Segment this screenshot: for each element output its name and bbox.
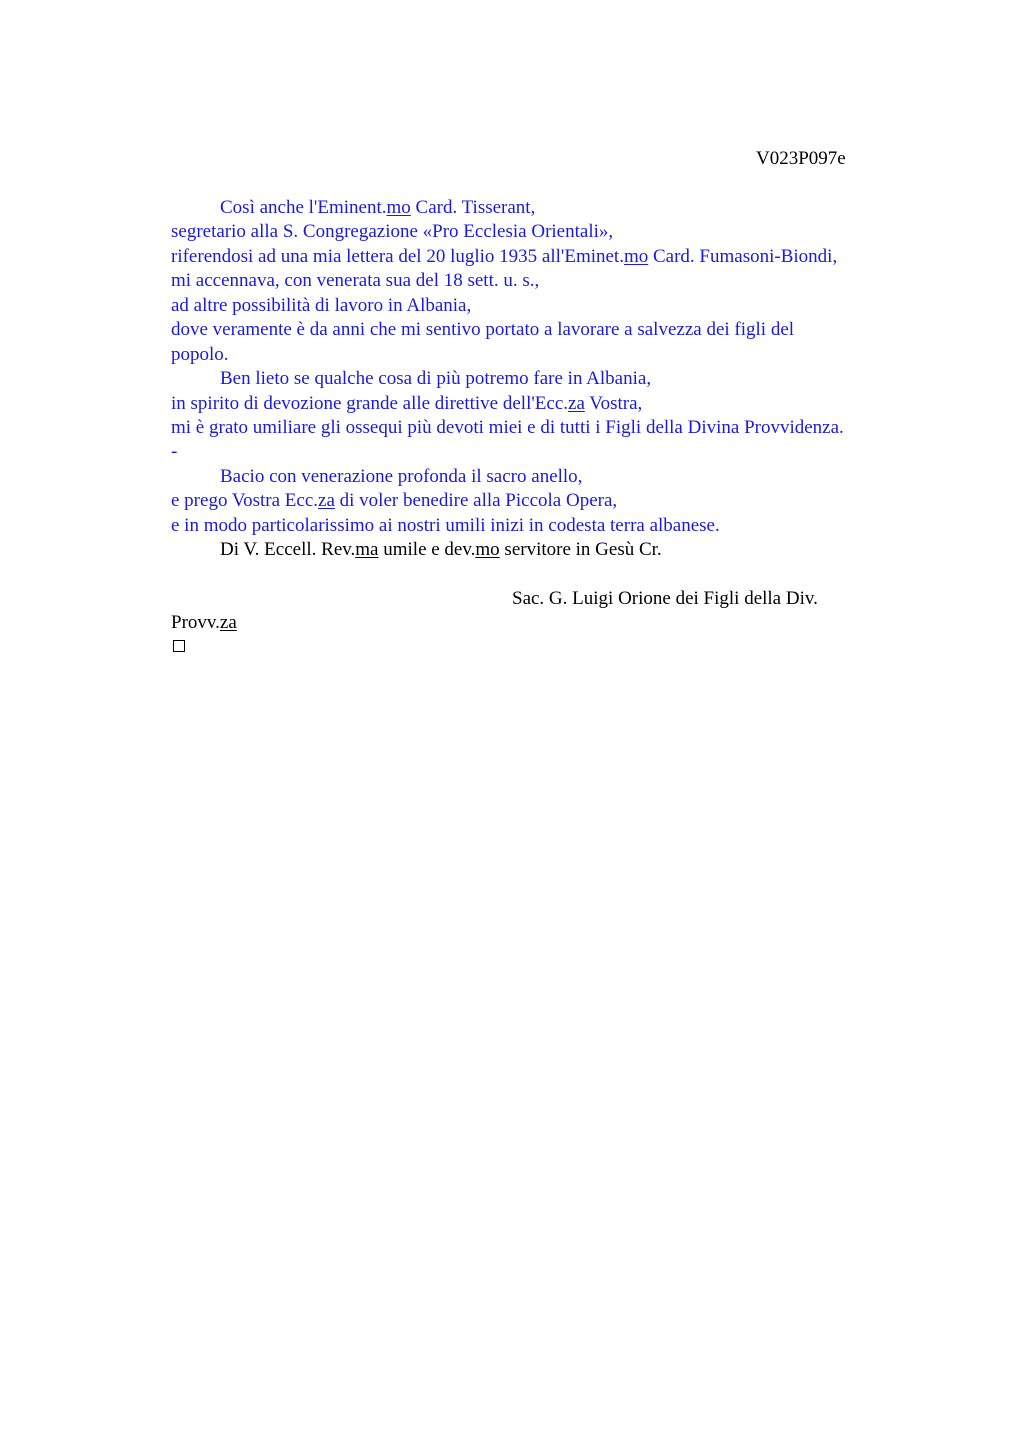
letter-line: segretario alla S. Congregazione «Pro Ecclesia Orientali», xyxy=(171,221,614,243)
letter-line: in spirito di devozione grande alle direttive dell'Ecc.za Vostra, xyxy=(171,392,643,414)
signature-continuation: Provv.za xyxy=(171,612,237,633)
letter-line: mi è grato umiliare gli ossequi più devoti miei e di tutti i Figli della Divina Provvidenza. xyxy=(171,416,844,438)
page-identifier: V023P097e xyxy=(756,148,846,169)
letter-line: ad altre possibilità di lavoro in Albania, xyxy=(171,294,472,316)
letter-line: popolo. xyxy=(171,343,229,365)
letter-line: Così anche l'Eminent.mo Card. Tisserant, xyxy=(220,197,536,218)
letter-line: Ben lieto se qualche cosa di più potremo fare in Albania, xyxy=(220,368,652,390)
closing-line: Di V. Eccell. Rev.ma umile e dev.mo servitore in Gesù Cr. xyxy=(220,539,662,561)
letter-line: e in modo particolarissimo ai nostri umili inizi in codesta terra albanese. xyxy=(171,514,720,536)
letter-line: dove veramente è da anni che mi sentivo portato a lavorare a salvezza dei figli del xyxy=(171,319,795,341)
letter-line: mi accennava, con venerata sua del 18 sett. u. s., xyxy=(171,270,540,292)
letter-line: Bacio con venerazione profonda il sacro anello, xyxy=(220,465,583,487)
letter-line: - xyxy=(171,441,178,463)
empty-square-icon xyxy=(173,640,185,652)
letter-line: e prego Vostra Ecc.za di voler benedire alla Piccola Opera, xyxy=(171,490,618,512)
letter-body xyxy=(171,196,931,563)
signature-line: Sac. G. Luigi Orione dei Figli della Div. xyxy=(512,588,818,609)
letter-line: riferendosi ad una mia lettera del 20 luglio 1935 all'Eminet.mo Card. Fumasoni-Biondi, xyxy=(171,245,838,267)
